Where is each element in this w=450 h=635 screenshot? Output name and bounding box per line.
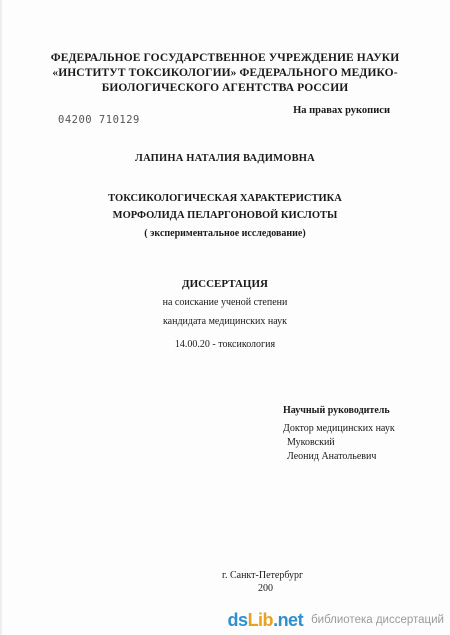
degree-line-1: на соискание ученой степени [162,297,288,308]
city: г. Санкт-Петербург [222,570,304,581]
archive-number: 04200 710129 [58,114,140,126]
degree-line-2: кандидата медицинских наук [162,316,288,327]
advisor-degree: Доктор медицинских наук [283,423,395,434]
logo-lib-text: Lib [247,609,274,630]
dslib-logo [228,610,304,631]
advisor-given-names: Леонид Анатольевич [287,451,377,462]
logo-ds-text: ds [227,609,248,630]
logo-net-text: .net [273,609,304,630]
watermark-caption: библиотека диссертаций [311,614,444,626]
institution-line-3: БИОЛОГИЧЕСКОГО АГЕНТСТВА РОССИИ [101,82,349,94]
title-line-2: МОРФОЛИДА ПЕЛАРГОНОВОЙ КИСЛОТЫ [112,210,338,221]
author-name: ЛАПИНА НАТАЛИЯ ВАДИМОВНА [135,153,315,164]
year: 200 [258,583,273,594]
title-subtitle: ( экспериментальное исследование) [144,228,306,239]
rights-label: На правах рукописи [293,105,390,116]
specialty: 14.00.20 - токсикология [174,339,276,350]
dissertation-heading: ДИССЕРТАЦИЯ [182,278,268,290]
advisor-surname: Муковский [287,437,335,448]
institution-line-2: «ИНСТИТУТ ТОКСИКОЛОГИИ» ФЕДЕРАЛЬНОГО МЕДИКО- [52,67,398,79]
advisor-heading: Научный руководитель [283,405,390,416]
title-line-1: ТОКСИКОЛОГИЧЕСКАЯ ХАРАКТЕРИСТИКА [108,193,342,204]
dslib-watermark [228,609,444,631]
institution-line-1: ФЕДЕРАЛЬНОЕ ГОСУДАРСТВЕННОЕ УЧРЕЖДЕНИЕ НАУКИ [50,52,400,64]
